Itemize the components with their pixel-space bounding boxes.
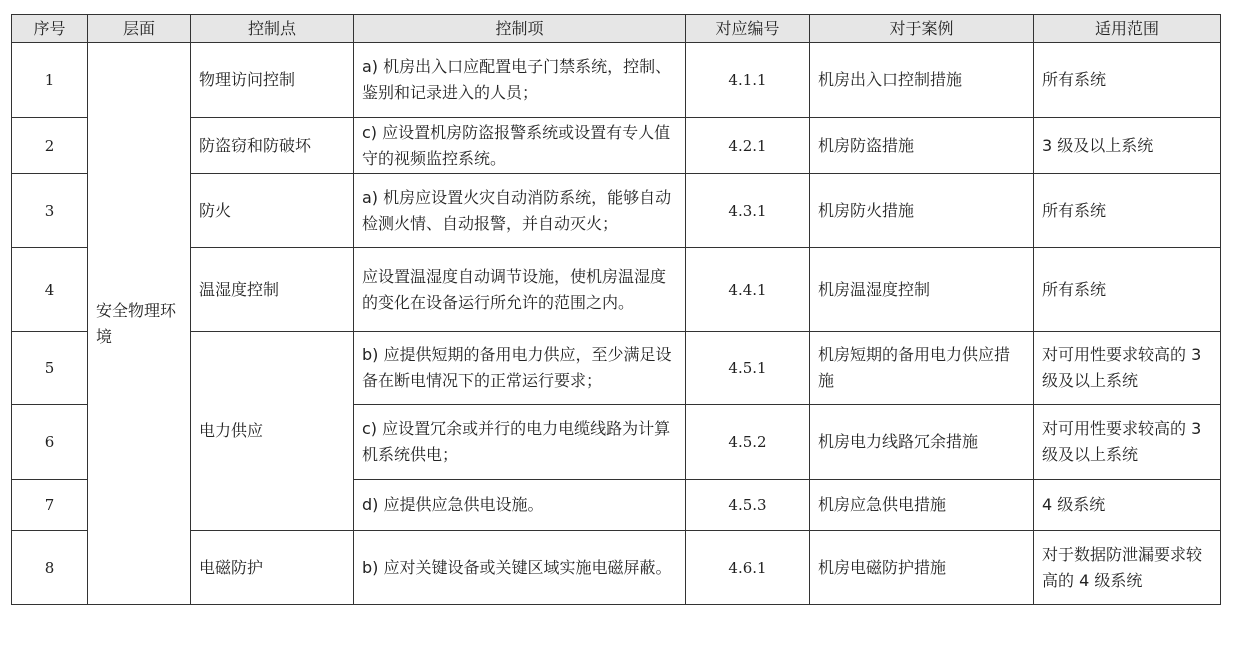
control-item-cell: c) 应设置冗余或并行的电力电缆线路为计算机系统供电； bbox=[354, 405, 686, 480]
header-no: 序号 bbox=[12, 15, 88, 43]
scope-cell: 对可用性要求较高的 3 级及以上系统 bbox=[1034, 332, 1221, 405]
code-cell: 4.5.3 bbox=[686, 480, 810, 531]
scope-cell: 4 级系统 bbox=[1034, 480, 1221, 531]
table-row bbox=[12, 174, 1221, 248]
code-cell: 4.4.1 bbox=[686, 248, 810, 332]
row-number: 8 bbox=[12, 531, 88, 605]
control-item-cell: a) 机房应设置火灾自动消防系统，能够自动检测火情、自动报警，并自动灭火； bbox=[354, 174, 686, 248]
header-control-point: 控制点 bbox=[191, 15, 354, 43]
table-row bbox=[12, 332, 1221, 405]
table-row bbox=[12, 118, 1221, 174]
control-item-cell: c) 应设置机房防盗报警系统或设置有专人值守的视频监控系统。 bbox=[354, 118, 686, 174]
scope-cell: 所有系统 bbox=[1034, 43, 1221, 118]
control-point-cell: 防火 bbox=[191, 174, 354, 248]
control-item-cell: a) 机房出入口应配置电子门禁系统，控制、鉴别和记录进入的人员； bbox=[354, 43, 686, 118]
case-cell: 机房出入口控制措施 bbox=[810, 43, 1034, 118]
code-cell: 4.2.1 bbox=[686, 118, 810, 174]
case-cell: 机房防盗措施 bbox=[810, 118, 1034, 174]
row-number: 1 bbox=[12, 43, 88, 118]
code-cell: 4.1.1 bbox=[686, 43, 810, 118]
row-number: 2 bbox=[12, 118, 88, 174]
control-point-cell: 防盗窃和防破坏 bbox=[191, 118, 354, 174]
scope-cell: 3 级及以上系统 bbox=[1034, 118, 1221, 174]
case-cell: 机房防火措施 bbox=[810, 174, 1034, 248]
table-row bbox=[12, 248, 1221, 332]
header-control-item: 控制项 bbox=[354, 15, 686, 43]
control-item-cell: b) 应提供短期的备用电力供应，至少满足设备在断电情况下的正常运行要求； bbox=[354, 332, 686, 405]
row-number: 4 bbox=[12, 248, 88, 332]
control-point-cell: 电力供应 bbox=[191, 332, 354, 531]
control-item-cell: b) 应对关键设备或关键区域实施电磁屏蔽。 bbox=[354, 531, 686, 605]
control-point-cell: 电磁防护 bbox=[191, 531, 354, 605]
header-case: 对于案例 bbox=[810, 15, 1034, 43]
code-cell: 4.5.2 bbox=[686, 405, 810, 480]
case-cell: 机房应急供电措施 bbox=[810, 480, 1034, 531]
row-number: 6 bbox=[12, 405, 88, 480]
case-cell: 机房电磁防护措施 bbox=[810, 531, 1034, 605]
row-number: 5 bbox=[12, 332, 88, 405]
table-row bbox=[12, 531, 1221, 605]
case-cell: 机房电力线路冗余措施 bbox=[810, 405, 1034, 480]
scope-cell: 对于数据防泄漏要求较高的 4 级系统 bbox=[1034, 531, 1221, 605]
table-row bbox=[12, 43, 1221, 118]
code-cell: 4.3.1 bbox=[686, 174, 810, 248]
scope-cell: 所有系统 bbox=[1034, 248, 1221, 332]
header-code: 对应编号 bbox=[686, 15, 810, 43]
control-item-cell: d) 应提供应急供电设施。 bbox=[354, 480, 686, 531]
case-cell: 机房短期的备用电力供应措施 bbox=[810, 332, 1034, 405]
code-cell: 4.6.1 bbox=[686, 531, 810, 605]
control-table bbox=[11, 14, 1221, 605]
layer-cell: 安全物理环境 bbox=[88, 43, 191, 605]
header-layer: 层面 bbox=[88, 15, 191, 43]
control-item-cell: 应设置温湿度自动调节设施，使机房温湿度的变化在设备运行所允许的范围之内。 bbox=[354, 248, 686, 332]
control-point-cell: 物理访问控制 bbox=[191, 43, 354, 118]
header-scope: 适用范围 bbox=[1034, 15, 1221, 43]
case-cell: 机房温湿度控制 bbox=[810, 248, 1034, 332]
row-number: 3 bbox=[12, 174, 88, 248]
scope-cell: 对可用性要求较高的 3 级及以上系统 bbox=[1034, 405, 1221, 480]
header-row bbox=[12, 15, 1221, 43]
control-point-cell: 温湿度控制 bbox=[191, 248, 354, 332]
code-cell: 4.5.1 bbox=[686, 332, 810, 405]
scope-cell: 所有系统 bbox=[1034, 174, 1221, 248]
row-number: 7 bbox=[12, 480, 88, 531]
